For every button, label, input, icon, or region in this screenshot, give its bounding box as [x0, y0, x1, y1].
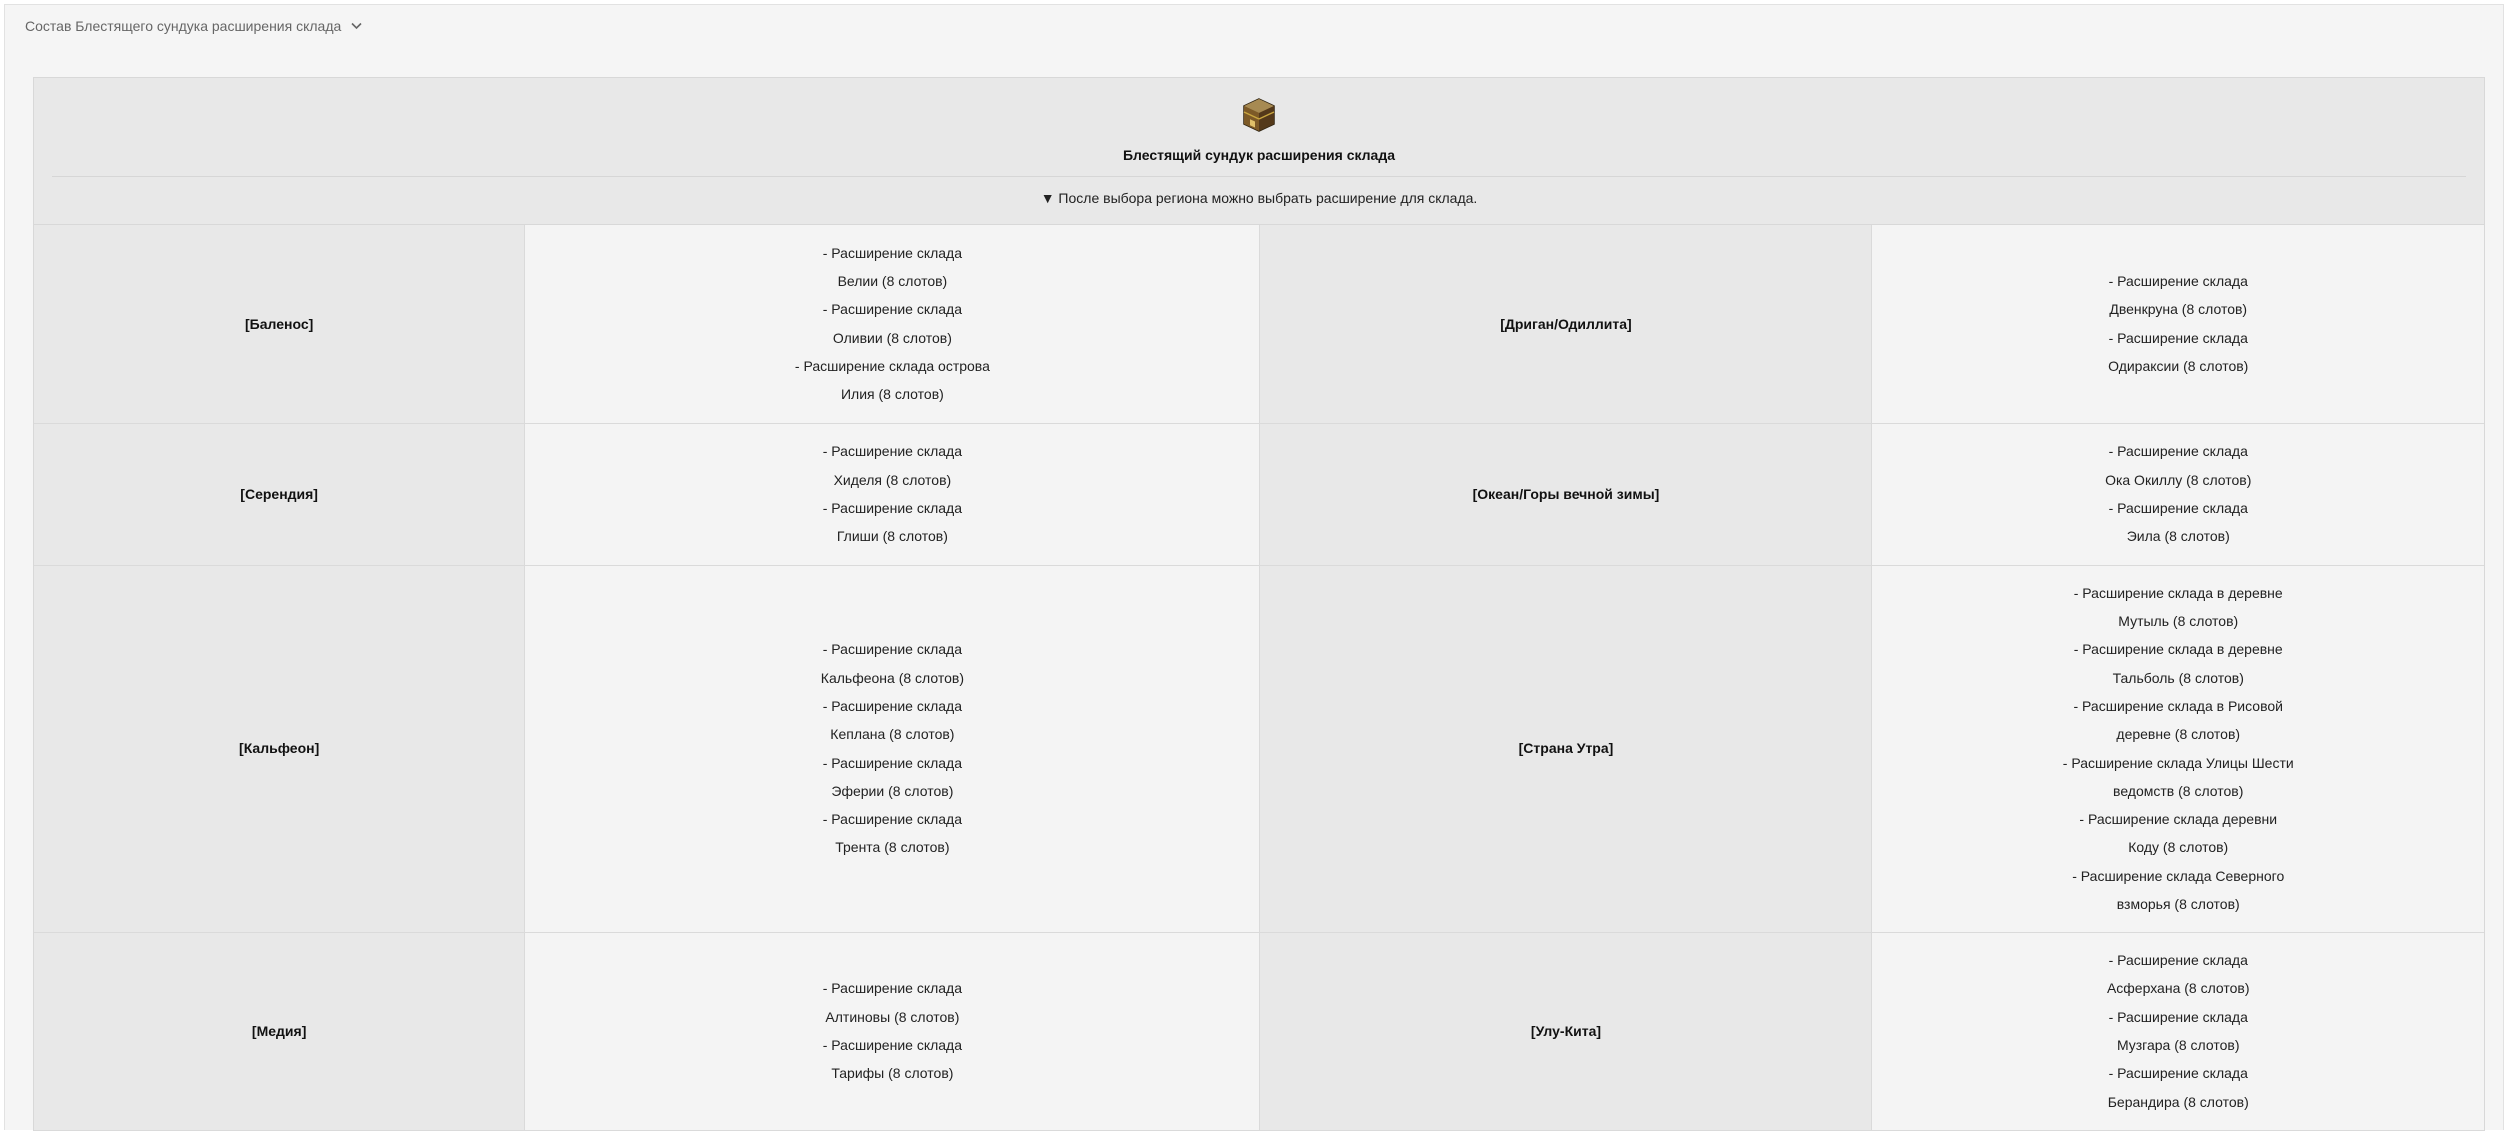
table-row: [34, 565, 2484, 932]
extension-line: Илия (8 слотов): [840, 386, 944, 403]
region-table: [34, 225, 2484, 1131]
extension-line: Эферии (8 слотов): [831, 782, 954, 799]
extension-line: - Расширение склада в деревне: [2073, 641, 2283, 658]
extension-line: Кеплана (8 слотов): [830, 726, 955, 743]
extensions-cell: [1872, 225, 2484, 423]
extension-line: - Расширение склада: [2108, 952, 2248, 969]
extension-line: - Расширение склада: [822, 1037, 963, 1053]
extension-line: Кальфеона (8 слотов): [820, 669, 964, 686]
extensions-cell: [1872, 423, 2484, 565]
extension-line: - Расширение склада: [822, 641, 963, 658]
extensions-cell: [525, 225, 1260, 423]
section-title: Состав Блестящего сундука расширения склада: [25, 18, 342, 34]
extension-line: - Расширение склада Северного: [2072, 867, 2285, 884]
extensions-cell: [525, 423, 1260, 565]
extension-line: - Расширение склада: [2108, 443, 2248, 460]
extension-line: - Расширение склада: [822, 301, 963, 318]
panel-title: Блестящий сундук расширения склада: [1122, 147, 1396, 163]
extension-line: Берандира (8 слотов): [2107, 1093, 2249, 1110]
extensions-cell: [1872, 932, 2484, 1130]
extension-line: - Расширение склада в деревне: [2073, 584, 2283, 601]
region-cell: [Баленос]: [34, 225, 525, 423]
table-row: [34, 932, 2484, 1130]
chest-icon: [1241, 97, 1277, 133]
extension-line: Ока Окиллу (8 слотов): [2105, 471, 2252, 488]
extension-line: Музгара (8 слотов): [2116, 1037, 2240, 1053]
extensions-cell: [1872, 565, 2484, 932]
extension-line: - Расширение склада: [822, 754, 963, 771]
table-row: [34, 225, 2484, 423]
section-toggle[interactable]: [25, 18, 362, 34]
extensions-cell: [525, 565, 1260, 932]
extension-line: - Расширение склада: [822, 500, 963, 516]
extension-line: Одираксии (8 слотов): [2108, 358, 2249, 375]
extension-line: взморья (8 слотов): [2116, 895, 2240, 912]
extension-line: - Расширение склада Улицы Шести: [2062, 754, 2294, 771]
chest-contents-panel: [33, 77, 2485, 1131]
extension-line: - Расширение склада: [822, 443, 963, 460]
region-cell: [Улу-Кита]: [1260, 932, 1872, 1130]
extension-line: Оливии (8 слотов): [832, 329, 952, 346]
extension-line: - Расширение склада в Рисовой: [2073, 697, 2283, 714]
collapsible-section: [4, 4, 2504, 1130]
region-cell: [Медия]: [34, 932, 525, 1130]
extension-line: Глиши (8 слотов): [836, 528, 948, 545]
table-row: [34, 423, 2484, 565]
region-cell: [Дриган/Одиллита]: [1260, 225, 1872, 423]
extension-line: Асферхана (8 слотов): [2106, 980, 2250, 997]
region-cell: [Серендия]: [34, 423, 525, 565]
panel-header: [34, 78, 2484, 225]
extension-line: Хиделя (8 слотов): [833, 471, 952, 488]
extension-line: Двенкруна (8 слотов): [2109, 301, 2248, 318]
chevron-down-icon: [351, 22, 362, 30]
extension-line: Мутыль (8 слотов): [2118, 613, 2239, 630]
extension-line: Тальболь (8 слотов): [2112, 669, 2244, 686]
extension-line: - Расширение склада: [822, 980, 963, 997]
extension-line: - Расширение склада: [822, 811, 963, 828]
divider: [52, 176, 2466, 177]
extension-line: Эила (8 слотов): [2126, 528, 2230, 545]
extension-line: Тарифы (8 слотов): [831, 1065, 954, 1082]
extension-line: - Расширение склада: [2108, 1008, 2248, 1025]
extension-line: - Расширение склада: [822, 244, 963, 261]
extension-line: - Расширение склада деревни: [2079, 811, 2278, 828]
extension-line: - Расширение склада: [2108, 273, 2248, 290]
extension-line: - Расширение склада: [2108, 329, 2248, 346]
extension-line: Велии (8 слотов): [837, 273, 948, 290]
region-cell: [Кальфеон]: [34, 565, 525, 932]
extension-line: ведомств (8 слотов): [2113, 782, 2244, 799]
extension-line: деревне (8 слотов): [2116, 726, 2241, 743]
extension-line: - Расширение склада: [2108, 1065, 2248, 1082]
extension-line: Алтиновы (8 слотов): [825, 1008, 960, 1025]
extensions-cell: [525, 932, 1260, 1130]
extension-line: Коду (8 слотов): [2128, 839, 2229, 856]
region-cell: [Океан/Горы вечной зимы]: [1260, 423, 1872, 565]
extension-line: - Расширение склада острова: [794, 358, 990, 375]
panel-note: ▼ После выбора региона можно выбрать расширение для склада.: [1040, 190, 1478, 206]
region-cell: [Страна Утра]: [1260, 565, 1872, 932]
extension-line: Трента (8 слотов): [835, 839, 950, 856]
extension-line: - Расширение склада: [822, 697, 963, 714]
extension-line: - Расширение склада: [2108, 500, 2248, 516]
